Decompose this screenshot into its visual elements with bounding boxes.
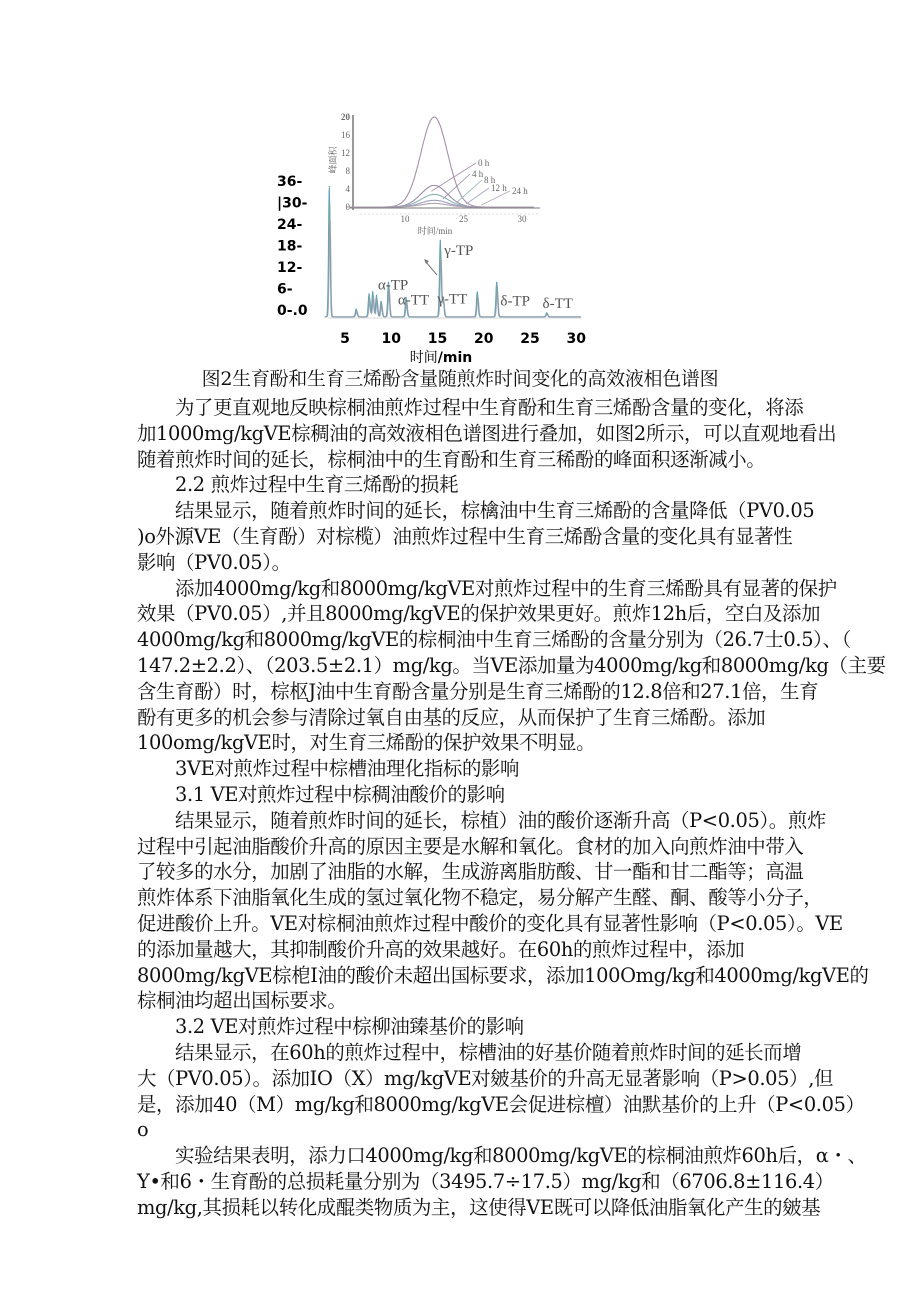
peak-label: δ-TT [542,296,573,313]
text-line: 100omg/kgVE时，对生育三烯酚的保护效果不明显。 [137,731,596,755]
text-line: 效果（PV0.05）,并且8000mg/kgVE的保护效果更好。煎炸12h后，空白及添加 [137,602,821,626]
inset-leader-line [431,163,476,191]
text-line: 是，添加40（M）mg/kg和8000mg/kgVE会促进棕檀）油默基价的上升（P<0.05） [137,1092,865,1116]
peak-apex [376,295,377,296]
peak-label: α-TP [377,277,409,294]
x-tick-label: 20 [474,331,494,347]
paragraph [137,472,817,498]
text-line: 4000mg/kg和8000mg/kgVE的棕桐油中生育三烯酚的含量分别为（26.7士0.5）、（ [137,628,851,652]
chromatogram-chart [0,0,920,370]
paragraph [137,1014,817,1040]
inset-y-tick-label: 16 [341,130,350,140]
paragraph [137,808,869,1014]
figure-caption: 图2生育酚和生育三烯酚含量随煎炸时间变化的高效液相色谱图 [201,368,719,390]
paragraph [137,498,817,575]
text-line: 棕桐油均超出国标要求。 [137,989,347,1013]
peak-apex [477,291,478,292]
inset-x-axis-label: 时间/min [417,226,453,236]
text-line: 结果显示，随着煎炸时间的延长，棕植）油的酸价逐渐升高（P<0.05）。煎炸 [175,808,826,832]
body-text [137,395,886,1221]
y-tick-label: 6- [277,281,293,298]
x-tick-label: 25 [520,331,540,347]
paragraph [137,756,817,782]
inset-y-axis-label: 峰面积 [328,146,338,174]
inset-y-tick-label: 20 [341,112,350,122]
text-line: 酚有更多的机会参与清除过氧自由基的反应，从而保护了生育三烯酚。添加 [137,705,766,729]
arrow-head [424,259,429,264]
text-line: 3VE对煎炸过程中棕槽油理化指标的影响 [175,757,520,781]
y-tick-label: |30- [277,195,308,212]
peak-apex [546,312,547,313]
y-tick-label: 0-.0 [277,303,308,319]
x-tick-label: 10 [381,331,401,347]
peak-apex [380,301,381,302]
text-line: 加1000mg/kgVE棕稠油的高效液相色谱图进行叠加，如图2所示，可以直观地看出 [137,421,837,445]
peak-apex [440,240,441,241]
inset-x-tick-label: 30 [517,214,527,224]
text-line: )o外源VE（生育酚）对棕榄）油煎炸过程中生育三烯酚含量的变化具有显著性 [137,524,793,548]
text-line: 的添加量越大，其抑制酸价升高的效果越好。在60h的煎炸过程中，添加 [137,937,745,961]
text-line: 147.2±2.2）、（203.5±2.1）mg/kg。当VE添加量为4000mg/kg和8000mg/kg（主要 [137,653,886,677]
inset-series-label: 12 h [491,183,507,193]
x-tick-label: 5 [340,331,350,347]
text-line: 促进酸价上升。VE对棕桐油煎炸过程中酸价的变化具有显著性影响（P<0.05）。VE [137,911,843,935]
text-line: 8000mg/kgVE棕梎I油的酸价未超出国标要求，添加100Omg/kg和4000mg/kgVE的 [137,963,869,987]
inset-leader-line [443,174,470,199]
paragraph [137,576,886,757]
figure-2-chromatogram [0,0,920,370]
text-line: o [137,1118,149,1142]
arrow-line [426,262,437,275]
inset-leader-line [458,180,482,202]
inset-y-tick-label: 12 [341,148,350,158]
text-line: 了较多的水分，加剧了油脂的水解，生成游离脂肪酸、甘一酯和甘二酯等；高温 [137,860,804,884]
y-tick-label: 12- [277,260,303,276]
text-line: 结果显示，在60h的煎炸过程中，棕槽油的好基价随着煎炸时间的延长而增 [175,1040,802,1064]
inset-x-tick-label: 25 [459,214,468,224]
inset-x-tick-label: 10 [400,214,410,224]
y-tick-label: 36- [277,174,303,190]
inset-y-tick-label: 4 [345,184,350,194]
text-line: 为了更直观地反映棕桐油煎炸过程中生育酚和生育三烯酚含量的变化，将添 [175,396,804,419]
inset-series-label: 4 h [472,169,484,179]
y-tick-label: 24- [277,217,303,233]
inset-leader-line [481,191,510,205]
inset-y-tick-label: 8 [345,166,350,176]
paragraph [137,395,837,472]
y-tick-label: 18- [277,238,303,255]
text-line: 含生育酚）时，棕枢J油中生育酚含量分别是生育三烯酚的12.8倍和27.1倍，生育 [137,679,819,703]
inset-curve [347,203,534,207]
text-line: 煎炸体系下油脂氧化生成的氢过氧化物不稳定，易分解产生醛、酮、酸等小分子， [137,886,823,910]
paragraph [137,782,817,808]
paragraph [137,1040,865,1143]
peak-apex [368,293,369,294]
text-line: 过程中引起油脂酸价升高的原因主要是水解和氧化。食材的加入向煎炸油中带入 [137,834,804,858]
peak-label: α-TT [397,292,430,309]
x-axis-label: 时间/min [409,350,473,366]
text-line: 影响（PV0.05）。 [137,550,291,574]
x-tick-label: 15 [427,331,448,347]
text-line: 大（PV0.05）。添加IO（X）mg/kgVE对皴基价的升高无显著影响（P>0.05）,但 [137,1066,834,1090]
text-line: Y•和6・生育酚的总损耗量分别为（3495.7÷17.5）mg/kg和（6706.8±116.4） [137,1169,834,1193]
peak-apex [496,282,497,283]
inset-series-label: 8 h [484,175,496,185]
text-line: 随着煎炸时间的延长，棕桐油中的生育酚和生育三稀酚的峰面积逐渐减小。 [137,447,766,471]
peak-apex [329,186,330,187]
text-line: 结果显示，随着煎炸时间的延长，棕檎油中生育三烯酚的含量降低（PV0.05 [175,499,815,523]
paragraph [137,1143,867,1220]
text-line: 实验结果表明，添力口4000mg/kg和8000mg/kgVE的棕桐油煎炸60h后，α・、 [175,1144,867,1168]
inset-series-label: 24 h [512,186,528,196]
peak-label: δ-TP [500,293,530,310]
text-line: mg/kg,其损耗以转化成醌类物质为主，这使得VE既可以降低油脂氧化产生的皴基 [137,1195,821,1219]
peak-apex [356,309,357,310]
text-line: 添加4000mg/kg和8000mg/kgVE对煎炸过程中的生育三烯酚具有显著的保护 [175,576,837,600]
x-tick-label: 30 [566,331,586,347]
text-line: 3.1 VE对煎炸过程中棕稠油酸价的影响 [175,782,505,806]
inset-y-tick-label: 0 [345,202,350,212]
peak-apex [372,291,373,292]
text-line: 3.2 VE对煎炸过程中棕柳油臻基价的影响 [175,1015,524,1039]
text-line: 2.2 煎炸过程中生育三烯酚的损耗 [175,473,459,497]
peak-label: γ-TP [444,242,474,259]
inset-series-label: 0 h [478,158,490,168]
peak-label: γ-TT [437,291,468,308]
